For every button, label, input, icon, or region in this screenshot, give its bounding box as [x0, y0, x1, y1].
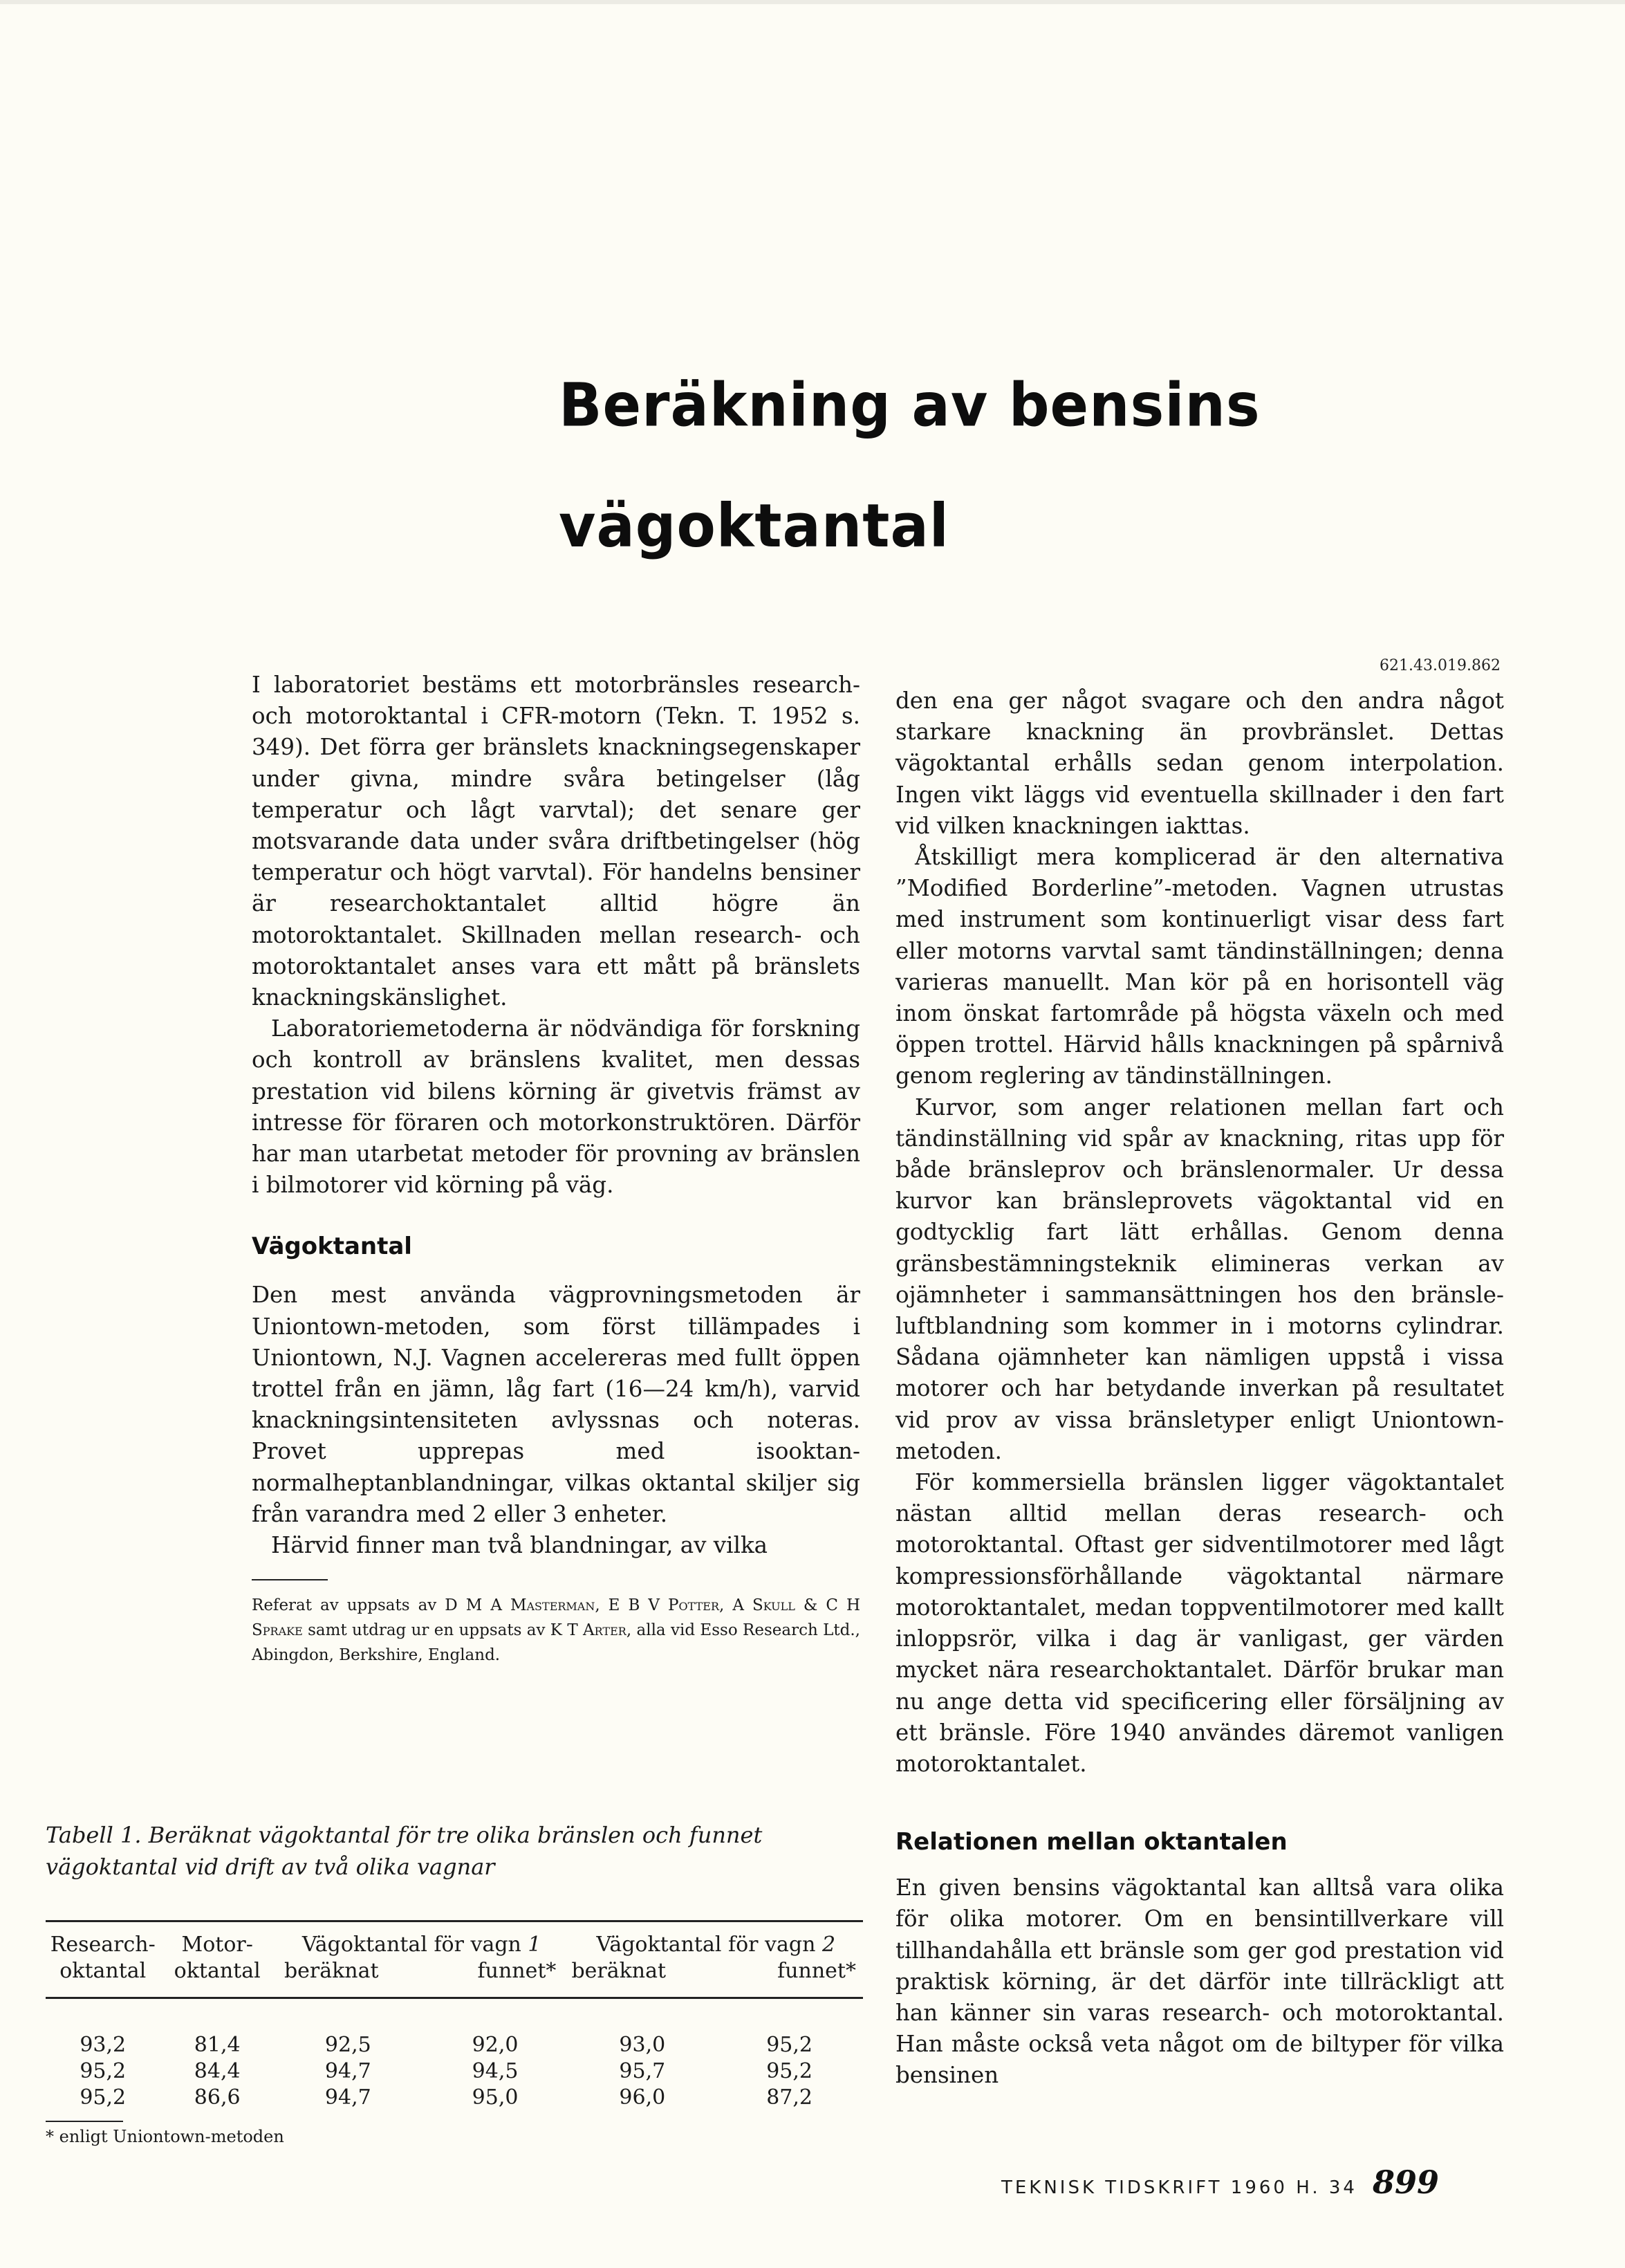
author-footnote — [252, 1593, 860, 1668]
cell-vagn2-found: 87,2 — [766, 2085, 813, 2110]
footnote-text: Referat av uppsats av D M A — [252, 1596, 510, 1615]
cell-vagn2-calculated: 95,7 — [619, 2059, 666, 2083]
author-name: Skull — [752, 1596, 795, 1615]
page-footer — [1001, 2164, 1439, 2201]
header-motor-line-2: oktantal — [174, 1959, 261, 1983]
footnote-text: samt utdrag ur en uppsats av K T — [302, 1621, 584, 1640]
header-vagn-1-title — [275, 1932, 569, 1958]
table-caption: Tabell 1. Beräknat vägoktantal för tre olika bränslen och funnet vägoktantal vid drift av två olika vagnar — [46, 1822, 763, 1880]
left-column — [252, 670, 860, 1668]
header-vagn-number: 1 — [528, 1933, 541, 1957]
cell-motor: 81,4 — [194, 2033, 241, 2057]
page-number: 899 — [1372, 2164, 1439, 2201]
cell-motor: 86,6 — [194, 2085, 241, 2110]
table-footnote-divider — [46, 2121, 123, 2122]
section-heading-vagoktantal: Vägoktantal — [252, 1233, 412, 1261]
section-heading-relationen: Relationen mellan oktantalen — [895, 1828, 1288, 1856]
interpolation-paragraph: den ena ger något svagare och den andra något starkare knackning än provbränslet. Dettas vägoktantal erhålls sedan genom interpolation. Ingen vikt läggs vid eventuella skillnader i den fart vid vilken knackningen iakttas. — [895, 688, 1504, 839]
header-vagn-1 — [275, 1922, 569, 1997]
table-body — [46, 1997, 863, 2111]
cell-vagn1-found: 92,0 — [472, 2033, 519, 2057]
table-row — [46, 1999, 863, 2058]
article-title-line-1: Beräkning av bensins — [559, 371, 1261, 441]
cell-vagn2-found: 95,2 — [766, 2033, 813, 2057]
author-name: Potter — [668, 1596, 720, 1615]
header-motor — [160, 1922, 274, 1997]
header-motor-line-1: Motor- — [181, 1933, 253, 1957]
curves-paragraph: Kurvor, som anger relationen mellan fart och tändinställning vid spår av knackning, ritas upp för både bränsleprov och bränslenormaler. Ur dessa kurvor kan bränsleprovets vägoktantal vid en godtycklig fart lätt erhållas. Genom denna gränsbestämningsteknik elimineras verkan av ojämnheter i sammansättningen hos den bränsle-luftblandning som kommer in i motorns cylindrar. Sådana ojämnheter kan nämligen uppstå i vissa motorer och har betydande inverkan på resultatet vid prov av vissa bränsletyper enligt Uniontown-metoden. — [895, 1094, 1504, 1464]
table-header-row — [46, 1922, 863, 1997]
footnote-text: , E B V — [595, 1596, 669, 1615]
header-vagn-2-calculated: beräknat — [571, 1959, 667, 1983]
header-vagn-2-found: funnet* — [777, 1959, 856, 1983]
commercial-fuels-paragraph: För kommersiella bränslen ligger vägoktantalet nästan alltid mellan deras research- och motoroktantal. Oftast ger sidventilmotorer med lågt kompressionsförhållande vägoktantal närmare motoroktantalet, medan toppventilmotorer med kallt inloppsrör, vilka i dag är vanligast, ger värden mycket nära researchoktantalet. Därför brukar man nu ange detta vid specificering eller försäljning av ett bränsle. Före 1940 användes däremot vanligen motoroktantalet. — [895, 1469, 1504, 1777]
header-group-label: Vägoktantal för vagn — [301, 1933, 521, 1957]
header-vagn-1-found: funnet* — [477, 1959, 557, 1983]
cell-vagn2-calculated: 93,0 — [619, 2033, 666, 2057]
cell-vagn1-calculated: 94,7 — [324, 2085, 371, 2110]
cell-vagn2-found: 95,2 — [766, 2059, 813, 2083]
cell-research: 93,2 — [80, 2033, 127, 2057]
journal-issue: TEKNISK TIDSKRIFT 1960 H. 34 — [1001, 2177, 1357, 2198]
udc-classification-code: 621.43.019.862 — [1380, 657, 1501, 674]
cell-vagn1-calculated: 94,7 — [324, 2059, 371, 2083]
right-column — [895, 685, 1504, 2092]
header-vagn-1-calculated: beräknat — [284, 1959, 379, 1983]
table-row — [46, 2058, 863, 2085]
lab-methods-paragraph: Laboratoriemetoderna är nödvändiga för forskning och kontroll av bränslens kvalitet, men dessas prestation vid bilens körning är givetvis främst av intresse för föraren och motorkonstruktören. Därför har man utarbetat metoder för provning av bränslen i bilmotorer vid körning på väg. — [252, 1015, 860, 1199]
table-1 — [46, 1819, 863, 2148]
author-name: Arter — [583, 1621, 626, 1640]
header-vagn-2 — [568, 1922, 863, 1997]
modified-borderline-paragraph: Åtskilligt mera komplicerad är den alternativa ”Modified Borderline”-metoden. Vagnen utrustas med instrument som kontinuerligt visar dess fart eller motorns varvtal samt tändinställningen; denna varieras manuellt. Man kör på en horisontell väg inom önskat fartområde på högsta växeln och med öppen trottel. Härvid hålls knackningen på spårnivå genom reglering av tändinställningen. — [895, 844, 1504, 1089]
header-research — [46, 1922, 160, 1997]
header-group-label: Vägoktantal för vagn — [596, 1933, 816, 1957]
cell-motor: 84,4 — [194, 2059, 241, 2083]
footnote-divider — [252, 1579, 328, 1580]
blends-paragraph: Härvid finner man två blandningar, av vilka — [271, 1532, 768, 1559]
author-name: Sprake — [252, 1621, 303, 1640]
cell-research: 95,2 — [80, 2059, 127, 2083]
relation-paragraph: En given bensins vägoktantal kan alltså vara olika för olika motorer. Om en bensintillverkare vill tillhandahålla ett bränsle som ger god prestation vid praktisk körning, är det därför inte tillräckligt att han känner sin varas research- och motoroktantal. Han måste också veta något om de biltyper för vilka bensinen — [895, 1874, 1504, 2089]
intro-paragraph: I laboratoriet bestäms ett motorbränsles research- och motoroktantal i CFR-motorn (Tekn. T. 1952 s. 349). Det förra ger bränslets knackningsegenskaper under givna, mindre svåra betingelser (låg temperatur och lågt varvtal); det senare ger motsvarande data under svåra driftbetingelser (hög temperatur och högt varvtal). För handelns bensiner är researchoktantalet alltid högre än motoroktantalet. Skillnaden mellan research- och motoroktantalet anses vara ett mått på bränslets knackningskänslighet. — [252, 672, 860, 1011]
cell-vagn1-found: 95,0 — [472, 2085, 519, 2110]
page-edge — [0, 0, 1625, 4]
header-vagn-number: 2 — [821, 1933, 836, 1957]
footnote-text: & C H — [795, 1596, 861, 1615]
cell-vagn1-calculated: 92,5 — [324, 2033, 371, 2057]
cell-research: 95,2 — [80, 2085, 127, 2110]
header-vagn-2-title — [568, 1932, 863, 1958]
octane-table — [46, 1922, 863, 2111]
table-footnote: * enligt Uniontown-metoden — [46, 2127, 284, 2146]
article-title-line-2: vägoktantal — [559, 492, 949, 561]
footnote-text: , alla vid Esso Research Ltd., Abingdon, Berkshire, England. — [252, 1621, 860, 1665]
cell-vagn1-found: 94,5 — [472, 2059, 519, 2083]
cell-vagn2-calculated: 96,0 — [619, 2085, 666, 2110]
table-row — [46, 2085, 863, 2111]
header-research-line-2: oktantal — [59, 1959, 147, 1983]
footnote-text: , A — [719, 1596, 752, 1615]
uniontown-paragraph: Den mest använda vägprovningsmetoden är Uniontown-metoden, som först tillämpades i Uniontown, N.J. Vagnen accelereras med fullt öppen trottel från en jämn, låg fart (16—24 km/h), varvid knackningsintensiteten avlyssnas och noteras. Provet upprepas med isooktan-normalheptanblandningar, vilkas oktantal skiljer sig från varandra med 2 eller 3 enheter. — [252, 1282, 860, 1527]
article-title — [559, 346, 1261, 587]
header-research-line-1: Research- — [50, 1933, 156, 1957]
author-name: Masterman — [510, 1596, 595, 1615]
